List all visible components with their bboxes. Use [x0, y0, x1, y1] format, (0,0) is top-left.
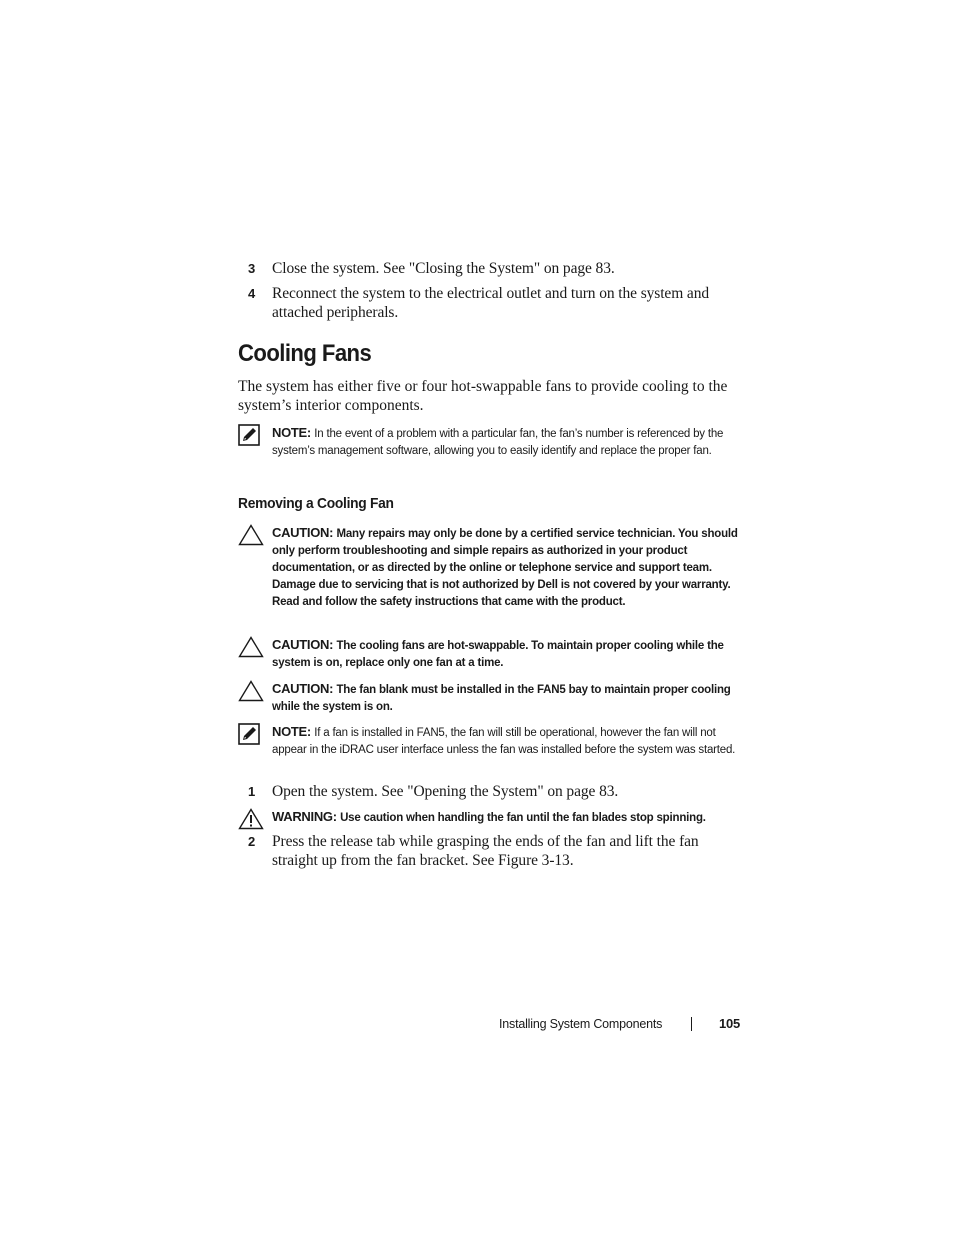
- caution-2: [238, 636, 748, 672]
- section-heading: Cooling Fans: [238, 340, 372, 367]
- caution-triangle-icon: [238, 524, 264, 548]
- caution-text: The fan blank must be installed in the FAN5 bay to maintain proper cooling while the system is on.: [272, 684, 731, 713]
- step-text: Open the system. See "Opening the System" on page 83.: [272, 783, 619, 800]
- step-text: Reconnect the system to the electrical outlet and turn on the system and attached peripherals.: [272, 285, 710, 321]
- note-pencil-icon: [238, 424, 264, 448]
- caution-triangle-icon: [238, 680, 264, 704]
- step-4: [238, 284, 738, 322]
- warning-text: Use caution when handling the fan until the fan blades stop spinning.: [340, 812, 706, 824]
- step-number: 4: [248, 286, 256, 301]
- note-label: NOTE:: [272, 425, 315, 440]
- caution-triangle-icon: [238, 636, 264, 660]
- note-pencil-icon: [238, 723, 264, 747]
- step-number: 3: [248, 261, 256, 276]
- warning-label: WARNING:: [272, 809, 341, 824]
- step-text: Press the release tab while grasping the ends of the fan and lift the fan straight up from the fan bracket. See Figure 3-13.: [272, 833, 699, 869]
- note-label: NOTE:: [272, 724, 315, 739]
- step-number: 2: [248, 834, 256, 849]
- footer-section-title: Installing System Components: [499, 1017, 663, 1031]
- step-1: [238, 782, 738, 801]
- step-2: [238, 832, 738, 870]
- note-text: In the event of a problem with a particular fan, the fan’s number is referenced by the system’s management software, allowing you to easily identify and replace the proper fan.: [272, 428, 724, 457]
- caution-label: CAUTION:: [272, 681, 337, 696]
- note-text: If a fan is installed in FAN5, the fan will still be operational, however the fan will not appear in the iDRAC user interface unless the fan was installed before the system was started.: [272, 727, 736, 756]
- caution-label: CAUTION:: [272, 525, 337, 540]
- intro-paragraph: The system has either five or four hot-swappable fans to provide cooling to the system’s interior components.: [238, 378, 728, 414]
- caution-3: [238, 680, 748, 716]
- warning-triangle-icon: [238, 808, 264, 832]
- footer-separator: [691, 1017, 692, 1031]
- page-number: 105: [719, 1016, 741, 1031]
- caution-text: The cooling fans are hot-swappable. To maintain proper cooling while the system is on, replace only one fan at a time.: [272, 640, 724, 669]
- step-text: Close the system. See "Closing the System" on page 83.: [272, 260, 615, 277]
- warning: [238, 808, 748, 827]
- step-number: 1: [248, 784, 256, 799]
- page-footer: [499, 1015, 741, 1033]
- subsection-heading: Removing a Cooling Fan: [238, 495, 394, 512]
- caution-1: [238, 524, 748, 611]
- note-2: [238, 723, 748, 759]
- caution-text: Many repairs may only be done by a certified service technician. You should only perform troubleshooting and simple repairs as authorized in your product documentation, or as directed by the online or telephone service and support team. Damage due to servicing that is not authorized by Dell is not covered by your warranty. Read and follow the safety instructions that came with the product.: [272, 528, 738, 608]
- step-3: [238, 259, 738, 278]
- note-1: [238, 424, 748, 460]
- caution-label: CAUTION:: [272, 637, 337, 652]
